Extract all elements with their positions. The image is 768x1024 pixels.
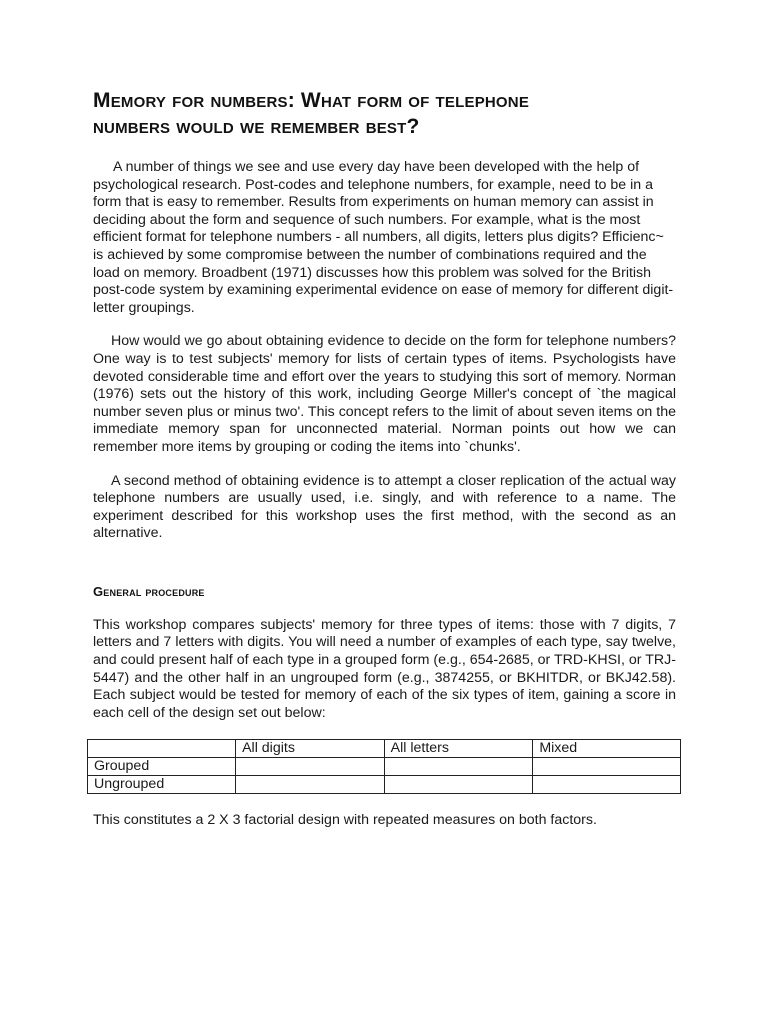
conclusion-paragraph: This constitutes a 2 X 3 factorial design with repeated measures on both factors. [93,812,597,829]
design-table [87,739,681,794]
table-row [88,776,681,794]
document-title [93,88,676,140]
table-cell [236,758,385,776]
second-method-paragraph: A second method of obtaining evidence is to attempt a closer replication of the actual way telephone numbers are usually used, i.e. singly, and with reference to a name. The experiment described for this workshop uses the first method, with the second as an alternative. [93,472,676,542]
section-heading-general-procedure: General procedure [93,583,205,599]
title-line-1: Memory for numbers: What form of telephone [93,89,530,112]
table-header-cell: All letters [384,740,533,758]
table-header-cell [88,740,236,758]
table-cell [236,776,385,794]
evidence-paragraph: How would we go about obtaining evidence to decide on the form for telephone numbers? One way is to test subjects' memory for lists of certain types of items. Psychologists have devoted considerable time and effort over the years to studying this sort of memory. Norman (1976) sets out the history of this work, including George Miller's concept of `the magical number seven plus or minus two'. This concept refers to the limit of about seven items on the immediate memory span for unconnected material. Norman points out how we can remember more items by grouping or coding the items into `chunks'. [93,333,676,455]
table-cell [533,776,681,794]
table-row [88,758,681,776]
title-line-2: numbers would we remember best? [93,115,420,138]
table-cell [533,758,681,776]
document-page [93,88,676,844]
table-header-cell: All digits [236,740,385,758]
table-header-row [88,740,681,758]
table-header-cell: Mixed [533,740,681,758]
table-row-label: Ungrouped [88,776,236,794]
intro-paragraph: A number of things we see and use every day have been developed with the help of psychological research. Post-codes and telephone numbers, for example, need to be in a form that is easy to remember. Results from experiments on human memory can assist in deciding about the form and sequence of such numbers. For example, what is the most efficient format for telephone numbers - all numbers, all digits, letters plus digits? Efficienc~ is achieved by some compromise between the number of combinations required and the load on memory. Broadbent (1971) discusses how this problem was solved for the British post-code system by examining experimental evidence on ease of memory for different digit-letter groupings. [93,159,674,316]
table-row-label: Grouped [88,758,236,776]
procedure-paragraph: This workshop compares subjects' memory for three types of items: those with 7 digits, 7 letters and 7 letters with digits. You will need a number of examples of each type, say twelve, and could present half of each type in a grouped form (e.g., 654-2685, or TRD-KHSI, or TRJ-5447) and the other half in an ungrouped form (e.g., 3874255, or BKHITDR, or BKJ42.58). Each subject would be tested for memory of each of the six types of item, gaining a score in each cell of the design set out below: [93,616,676,721]
table-cell [384,776,533,794]
table-cell [384,758,533,776]
